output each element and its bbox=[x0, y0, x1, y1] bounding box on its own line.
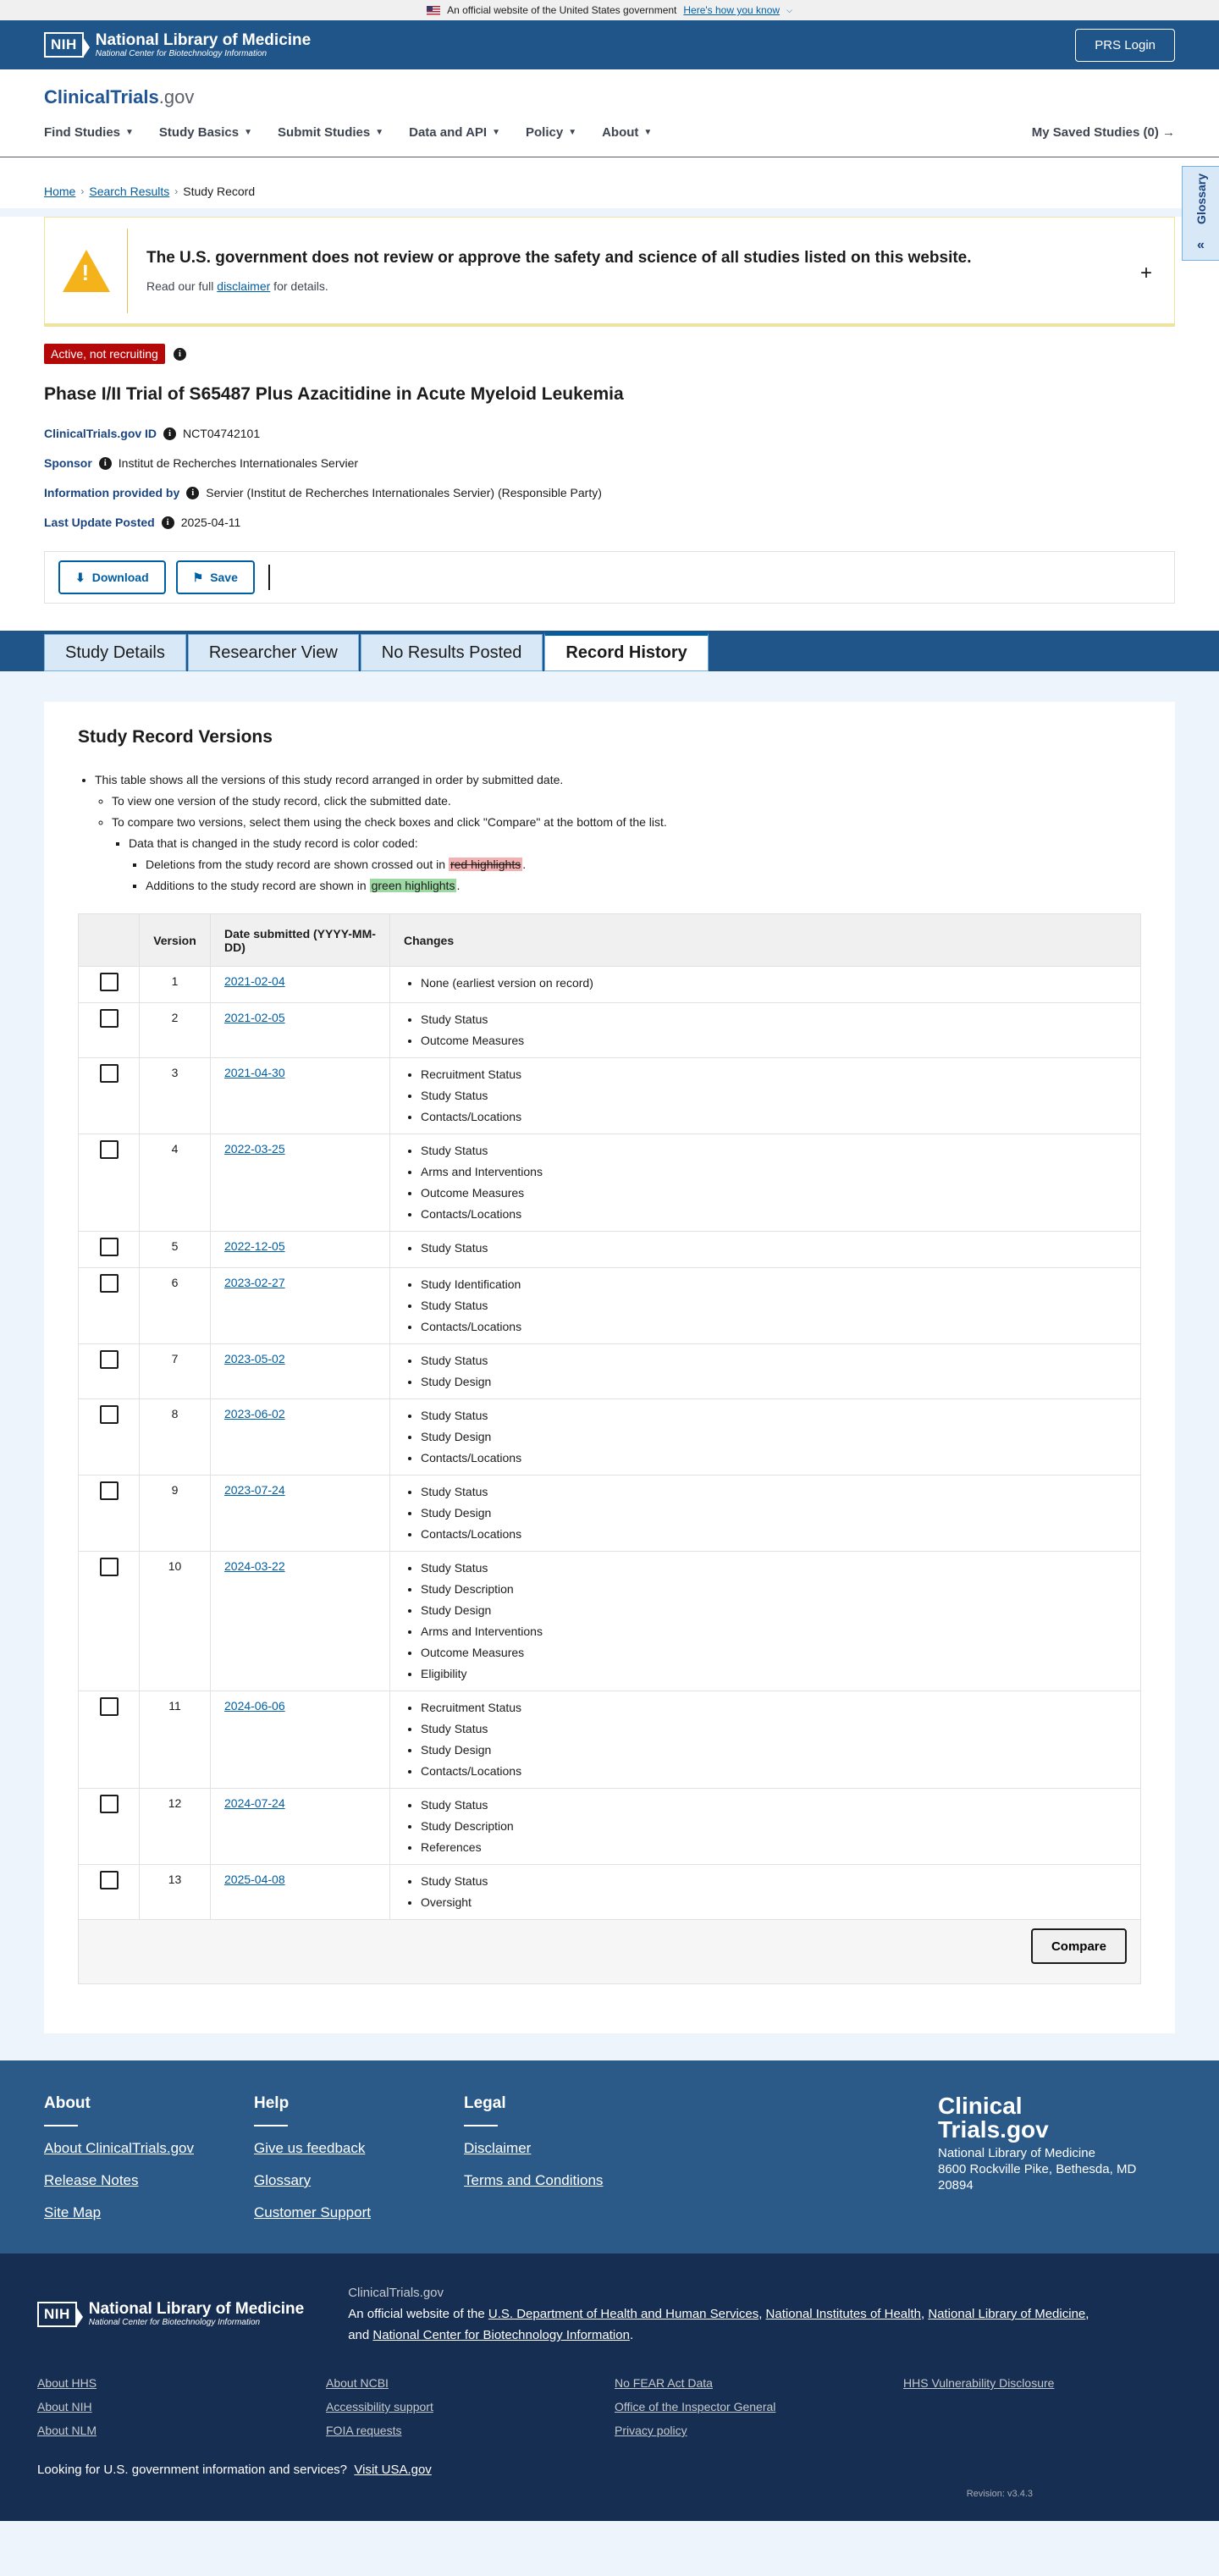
nlm-logo[interactable] bbox=[44, 32, 311, 58]
col-version: Version bbox=[140, 914, 211, 967]
nav-study-basics[interactable] bbox=[159, 125, 252, 140]
deletions-text: Deletions from the study record are shown crossed out in bbox=[146, 858, 449, 871]
nav-find-studies[interactable] bbox=[44, 125, 134, 140]
breadcrumb-current: Study Record bbox=[183, 185, 256, 198]
nih-link[interactable]: National Institutes of Health bbox=[765, 2307, 921, 2321]
change-item: • Recruitment Status bbox=[421, 1697, 1127, 1718]
change-item: • Contacts/Locations bbox=[421, 1524, 1127, 1545]
brand-line2: Trials.gov bbox=[938, 2116, 1049, 2143]
nlm-name: National Library of Medicine bbox=[95, 30, 312, 49]
change-item: • None (earliest version on record) bbox=[421, 973, 1127, 994]
change-item: • Study Status bbox=[421, 1238, 1127, 1259]
footer-link[interactable]: Site Map bbox=[44, 2204, 102, 2220]
version-number: 3 bbox=[140, 1058, 211, 1134]
select-cell bbox=[79, 1399, 140, 1476]
select-cell bbox=[79, 967, 140, 1003]
date-cell bbox=[211, 967, 390, 1003]
updated-label: Last Update Posted bbox=[44, 516, 155, 529]
version-checkbox[interactable] bbox=[100, 1558, 119, 1576]
change-item: • Study Description bbox=[421, 1579, 1127, 1600]
select-cell bbox=[79, 1268, 140, 1344]
table-row bbox=[79, 1865, 1141, 1920]
changes-cell bbox=[390, 1134, 1141, 1232]
footer-nlm-logo[interactable] bbox=[37, 2282, 304, 2346]
ct-header bbox=[0, 69, 1219, 157]
change-item: • Study Identification bbox=[421, 1274, 1127, 1295]
date-cell bbox=[211, 1232, 390, 1268]
version-checkbox[interactable] bbox=[100, 1064, 119, 1083]
versions-heading: Study Record Versions bbox=[78, 727, 273, 747]
nav-label: Find Studies bbox=[44, 125, 120, 140]
change-item: • Contacts/Locations bbox=[421, 1761, 1127, 1782]
select-cell bbox=[79, 1344, 140, 1399]
logo-gov: .gov bbox=[158, 86, 195, 108]
hhs-link[interactable]: U.S. Department of Health and Human Services bbox=[488, 2307, 759, 2321]
changes-cell bbox=[390, 1552, 1141, 1691]
version-checkbox[interactable] bbox=[100, 1795, 119, 1813]
select-cell bbox=[79, 1134, 140, 1232]
breadcrumb-home[interactable]: Home bbox=[44, 185, 76, 198]
version-checkbox[interactable] bbox=[100, 1697, 119, 1716]
info-icon[interactable]: i bbox=[163, 427, 176, 440]
version-checkbox[interactable] bbox=[100, 973, 119, 991]
nav-data-api[interactable] bbox=[409, 125, 500, 140]
col-changes: Changes bbox=[390, 914, 1141, 967]
change-item: • Study Status bbox=[421, 1405, 1127, 1426]
info-icon[interactable]: i bbox=[162, 516, 174, 529]
nlm-link[interactable]: National Library of Medicine bbox=[928, 2307, 1086, 2321]
change-item: • Study Status bbox=[421, 1295, 1127, 1316]
footer-link[interactable]: Give us feedback bbox=[254, 2140, 366, 2156]
chevron-down-icon: ▼ bbox=[244, 128, 253, 137]
study-header bbox=[0, 217, 1219, 631]
instruction-item-additions: ▪ Additions to the study record are shown in green highlights . bbox=[146, 875, 1141, 896]
change-item: • Outcome Measures bbox=[421, 1030, 1127, 1051]
cursor-divider bbox=[268, 565, 270, 590]
version-number: 7 bbox=[140, 1344, 211, 1399]
version-date-link[interactable]: 2022-12-05 bbox=[224, 1239, 285, 1253]
nlm-footer bbox=[0, 2253, 1219, 2521]
footer-link[interactable]: Glossary bbox=[254, 2172, 312, 2188]
heres-how-you-know-link[interactable]: Here's how you know bbox=[683, 4, 780, 16]
change-item: • Outcome Measures bbox=[421, 1183, 1127, 1204]
version-number: 12 bbox=[140, 1789, 211, 1865]
nih-badge: NIH bbox=[37, 2302, 77, 2327]
instruction-item: ◦ To view one version of the study record, click the submitted date. bbox=[112, 791, 1141, 812]
info-icon[interactable]: i bbox=[99, 457, 112, 470]
chevron-down-icon: ▼ bbox=[125, 128, 134, 137]
glossary-tab[interactable] bbox=[1182, 166, 1219, 261]
instruction-item: • This table shows all the versions of this study record arranged in order by submitted date. bbox=[95, 769, 1141, 791]
chevron-down-icon: ▼ bbox=[492, 128, 500, 137]
tab-record-history[interactable]: Record History bbox=[544, 632, 708, 671]
nav-label: Policy bbox=[526, 125, 564, 140]
change-item: • Outcome Measures bbox=[421, 1642, 1127, 1663]
versions-instructions bbox=[78, 769, 1141, 896]
change-item: • References bbox=[421, 1837, 1127, 1858]
record-history-content bbox=[0, 671, 1219, 2060]
table-row bbox=[79, 1789, 1141, 1865]
versions-table bbox=[78, 913, 1141, 1984]
select-cell bbox=[79, 1552, 140, 1691]
download-label: Download bbox=[91, 571, 149, 584]
change-item: • Study Status bbox=[421, 1871, 1127, 1892]
col-date: Date submitted (YYYY-MM-DD) bbox=[211, 914, 390, 967]
select-cell bbox=[79, 1058, 140, 1134]
table-row bbox=[79, 1344, 1141, 1399]
chevron-down-icon: ▼ bbox=[643, 128, 653, 137]
version-checkbox[interactable] bbox=[100, 1405, 119, 1424]
version-checkbox[interactable] bbox=[100, 1481, 119, 1500]
glossary-label: Glossary bbox=[1194, 174, 1208, 224]
nav-policy[interactable] bbox=[526, 125, 576, 140]
instruction-item-deletions: ▪ Deletions from the study record are shown crossed out in red highlights . bbox=[146, 854, 1141, 875]
changes-cell bbox=[390, 1399, 1141, 1476]
official-pre: An official website of the bbox=[348, 2307, 488, 2321]
chevron-right-icon: › bbox=[174, 185, 179, 197]
version-number: 1 bbox=[140, 967, 211, 1003]
change-item: • Study Design bbox=[421, 1600, 1127, 1621]
provided-label: Information provided by bbox=[44, 486, 180, 499]
chevron-down-icon: ▼ bbox=[568, 128, 577, 137]
disclaimer-alert bbox=[44, 217, 1175, 327]
footer-gov-link[interactable]: HHS Vulnerability Disclosure bbox=[903, 2376, 1055, 2390]
date-cell bbox=[211, 1344, 390, 1399]
select-cell bbox=[79, 1691, 140, 1789]
footer-gov-link[interactable]: About HHS bbox=[37, 2376, 97, 2390]
updated-value: 2025-04-11 bbox=[180, 516, 241, 529]
footer-link[interactable]: Disclaimer bbox=[464, 2140, 532, 2156]
footer-link[interactable]: Release Notes bbox=[44, 2172, 139, 2188]
select-cell bbox=[79, 1789, 140, 1865]
usa-pre: Looking for U.S. government information and services? bbox=[37, 2463, 348, 2477]
footer-addr1: National Library of Medicine bbox=[938, 2146, 1095, 2160]
disclaimer-link[interactable]: disclaimer bbox=[217, 279, 271, 293]
footer-gov-link[interactable]: Privacy policy bbox=[615, 2424, 687, 2437]
us-flag-icon bbox=[427, 6, 440, 15]
change-item: • Contacts/Locations bbox=[421, 1316, 1127, 1338]
gov-banner-text: An official website of the United States government bbox=[447, 4, 677, 16]
tab-researcher-view[interactable]: Researcher View bbox=[188, 634, 359, 671]
main-nav bbox=[44, 125, 1175, 140]
usa-gov-link[interactable]: Visit USA.gov bbox=[354, 2463, 432, 2477]
date-cell bbox=[211, 1003, 390, 1058]
status-badge: Active, not recruiting bbox=[44, 344, 165, 364]
changes-cell bbox=[390, 1003, 1141, 1058]
footer-gov-link[interactable]: Accessibility support bbox=[326, 2400, 433, 2413]
version-checkbox[interactable] bbox=[100, 1871, 119, 1889]
ncbi-name: National Center for Biotechnology Information bbox=[88, 2318, 261, 2327]
footer-gov-link[interactable]: Office of the Inspector General bbox=[615, 2400, 776, 2413]
version-number: 10 bbox=[140, 1552, 211, 1691]
info-icon[interactable]: i bbox=[174, 348, 186, 361]
breadcrumb-search-results[interactable]: Search Results bbox=[89, 185, 170, 198]
change-item: • Arms and Interventions bbox=[421, 1621, 1127, 1642]
footer-legal-heading: Legal bbox=[464, 2094, 506, 2112]
provided-value: Servier (Institut de Recherches Internationales Servier) (Responsible Party) bbox=[206, 486, 602, 499]
version-number: 2 bbox=[140, 1003, 211, 1058]
ncbi-name: National Center for Biotechnology Information bbox=[95, 48, 268, 58]
footer-link[interactable]: Customer Support bbox=[254, 2204, 371, 2220]
nav-label: Data and API bbox=[409, 125, 488, 140]
table-row bbox=[79, 1058, 1141, 1134]
meta-id bbox=[44, 427, 1175, 440]
nih-badge: NIH bbox=[44, 32, 84, 58]
table-row bbox=[79, 1003, 1141, 1058]
study-tabs bbox=[0, 631, 1219, 671]
select-cell bbox=[79, 1476, 140, 1552]
footer-about-heading: About bbox=[44, 2094, 91, 2112]
change-item: • Eligibility bbox=[421, 1663, 1127, 1685]
meta-updated bbox=[44, 516, 1175, 529]
disclaimer-title: The U.S. government does not review or approve the safety and science of all studies listed on this website. bbox=[146, 248, 972, 267]
version-date-link[interactable]: 2022-03-25 bbox=[224, 1142, 285, 1156]
f2-ct: ClinicalTrials.gov bbox=[348, 2286, 444, 2300]
table-row bbox=[79, 1691, 1141, 1789]
study-actions bbox=[44, 551, 1175, 604]
and-text: and bbox=[348, 2328, 373, 2342]
version-date-link[interactable]: 2023-05-02 bbox=[224, 1352, 285, 1365]
date-cell bbox=[211, 1134, 390, 1232]
version-checkbox[interactable] bbox=[100, 1274, 119, 1293]
download-button[interactable] bbox=[58, 560, 166, 594]
bookmark-icon: ⚑ bbox=[192, 570, 204, 584]
footer-gov-link[interactable]: About NCBI bbox=[326, 2376, 389, 2390]
tab-study-details[interactable]: Study Details bbox=[44, 634, 186, 671]
change-item: • Study Status bbox=[421, 1481, 1127, 1503]
changes-cell bbox=[390, 1268, 1141, 1344]
my-saved-studies-link[interactable] bbox=[1032, 125, 1175, 140]
nav-about[interactable] bbox=[602, 125, 652, 140]
footer-help bbox=[254, 2094, 464, 2225]
footer-gov-link[interactable]: About NIH bbox=[37, 2400, 92, 2413]
select-cell bbox=[79, 1865, 140, 1920]
green-highlight-sample: green highlights bbox=[371, 879, 455, 892]
change-item: • Study Status bbox=[421, 1718, 1127, 1740]
footer-gov-link[interactable]: About NLM bbox=[37, 2424, 97, 2437]
version-date-link[interactable]: 2024-03-22 bbox=[224, 1559, 285, 1573]
table-row bbox=[79, 1268, 1141, 1344]
version-date-link[interactable]: 2023-06-02 bbox=[224, 1407, 285, 1420]
date-cell bbox=[211, 1865, 390, 1920]
version-number: 6 bbox=[140, 1268, 211, 1344]
tab-no-results-posted[interactable]: No Results Posted bbox=[361, 634, 543, 671]
meta-sponsor bbox=[44, 456, 1175, 470]
version-number: 4 bbox=[140, 1134, 211, 1232]
nav-submit-studies[interactable] bbox=[278, 125, 383, 140]
version-date-link[interactable]: 2024-06-06 bbox=[224, 1699, 285, 1713]
version-date-link[interactable]: 2024-07-24 bbox=[224, 1796, 285, 1810]
change-item: • Study Status bbox=[421, 1085, 1127, 1106]
version-date-link[interactable]: 2023-07-24 bbox=[224, 1483, 285, 1497]
footer-gov-link[interactable]: FOIA requests bbox=[326, 2424, 402, 2437]
change-item: • Study Design bbox=[421, 1503, 1127, 1524]
nih-header bbox=[0, 20, 1219, 69]
download-icon: ⬇ bbox=[75, 570, 85, 584]
change-item: • Study Status bbox=[421, 1558, 1127, 1579]
red-highlight-sample: red highlights bbox=[450, 858, 521, 871]
version-checkbox[interactable] bbox=[100, 1009, 119, 1028]
footer-gov-link[interactable]: No FEAR Act Data bbox=[615, 2376, 713, 2390]
change-item: • Study Status bbox=[421, 1350, 1127, 1371]
changes-cell bbox=[390, 1232, 1141, 1268]
usa-gov-row bbox=[37, 2463, 1182, 2477]
table-row bbox=[79, 1134, 1141, 1232]
id-label: ClinicalTrials.gov ID bbox=[44, 427, 157, 440]
select-cell bbox=[79, 1003, 140, 1058]
footer-legal bbox=[464, 2094, 674, 2225]
warning-icon: ! bbox=[45, 229, 128, 313]
footer-about bbox=[44, 2094, 254, 2225]
saved-label: My Saved Studies (0) bbox=[1031, 125, 1159, 140]
version-checkbox[interactable] bbox=[100, 1350, 119, 1369]
breadcrumb bbox=[0, 157, 1219, 208]
instruction-item: ▪ Data that is changed in the study record is color coded: bbox=[129, 833, 1141, 854]
table-row bbox=[79, 1552, 1141, 1691]
change-item: • Arms and Interventions bbox=[421, 1161, 1127, 1183]
study-title: Phase I/II Trial of S65487 Plus Azacitidine in Acute Myeloid Leukemia bbox=[44, 384, 624, 404]
change-item: • Contacts/Locations bbox=[421, 1106, 1127, 1128]
save-button[interactable] bbox=[176, 560, 255, 594]
footer-gov-links bbox=[37, 2376, 1182, 2437]
expand-plus-icon[interactable]: + bbox=[1139, 262, 1152, 284]
changes-cell bbox=[390, 1476, 1141, 1552]
date-cell bbox=[211, 1476, 390, 1552]
prs-login-button[interactable]: PRS Login bbox=[1075, 29, 1175, 62]
date-cell bbox=[211, 1789, 390, 1865]
footer-link[interactable]: Terms and Conditions bbox=[464, 2172, 604, 2188]
save-label: Save bbox=[210, 571, 238, 584]
col-select bbox=[79, 914, 140, 967]
revision-text: Revision: v3.4.3 bbox=[966, 2489, 1033, 2499]
changes-cell bbox=[390, 1058, 1141, 1134]
change-item: • Oversight bbox=[421, 1892, 1127, 1913]
versions-card bbox=[44, 702, 1175, 2033]
footer-addr2: 8600 Rockville Pike, Bethesda, MD 20894 bbox=[938, 2162, 1137, 2193]
date-cell bbox=[211, 1268, 390, 1344]
change-item: • Study Description bbox=[421, 1816, 1127, 1837]
version-date-link[interactable]: 2025-04-08 bbox=[224, 1873, 285, 1886]
change-item: • Recruitment Status bbox=[421, 1064, 1127, 1085]
chevron-down-icon: ⌵ bbox=[786, 5, 792, 14]
version-number: 5 bbox=[140, 1232, 211, 1268]
nlm-name: National Library of Medicine bbox=[88, 2300, 305, 2318]
version-number: 9 bbox=[140, 1476, 211, 1552]
date-cell bbox=[211, 1399, 390, 1476]
ncbi-link[interactable]: National Center for Biotechnology Information bbox=[372, 2328, 630, 2342]
disclaimer-post: for details. bbox=[270, 279, 328, 293]
footer-ctgov-logo[interactable] bbox=[938, 2094, 1175, 2142]
arrow-right-icon: → bbox=[1162, 125, 1175, 140]
version-date-link[interactable]: 2023-02-27 bbox=[224, 1276, 285, 1289]
date-cell bbox=[211, 1552, 390, 1691]
select-cell bbox=[79, 1232, 140, 1268]
official-statement: ClinicalTrials.gov An official website of the U.S. Department of Health and Human Services, National Institutes of Health, National Library of Medicine, and National Center for Biotechnology Information. bbox=[348, 2282, 1089, 2346]
disclaimer-text bbox=[146, 279, 972, 293]
change-item: • Contacts/Locations bbox=[421, 1204, 1127, 1225]
additions-text: Additions to the study record are shown in bbox=[146, 879, 370, 892]
change-item: • Study Design bbox=[421, 1371, 1127, 1393]
double-chevron-left-icon: « bbox=[1197, 238, 1205, 252]
disclaimer-pre: Read our full bbox=[146, 279, 218, 293]
footer-help-heading: Help bbox=[254, 2094, 290, 2112]
compare-button[interactable]: Compare bbox=[1031, 1928, 1127, 1964]
gov-banner bbox=[0, 0, 1219, 20]
logo-main: ClinicalTrials bbox=[44, 86, 159, 108]
version-number: 13 bbox=[140, 1865, 211, 1920]
changes-cell bbox=[390, 1691, 1141, 1789]
change-item: • Study Status bbox=[421, 1009, 1127, 1030]
info-icon[interactable]: i bbox=[186, 487, 199, 499]
version-date-link[interactable]: 2021-02-05 bbox=[224, 1011, 285, 1024]
changes-cell bbox=[390, 1865, 1141, 1920]
chevron-right-icon: › bbox=[80, 185, 85, 197]
table-row bbox=[79, 1476, 1141, 1552]
sponsor-value: Institut de Recherches Internationales Servier bbox=[118, 456, 359, 470]
version-date-link[interactable]: 2021-02-04 bbox=[224, 974, 285, 988]
compare-row bbox=[79, 1920, 1141, 1984]
brand-line1: Clinical bbox=[938, 2093, 1023, 2119]
footer-brand bbox=[938, 2094, 1175, 2225]
date-cell bbox=[211, 1691, 390, 1789]
version-checkbox[interactable] bbox=[100, 1238, 119, 1256]
ctgov-logo[interactable] bbox=[44, 86, 1175, 108]
change-item: • Study Status bbox=[421, 1795, 1127, 1816]
changes-cell bbox=[390, 1789, 1141, 1865]
chevron-down-icon: ▼ bbox=[375, 128, 384, 137]
nav-label: Study Basics bbox=[158, 125, 240, 140]
sponsor-label: Sponsor bbox=[44, 456, 92, 470]
instruction-item: ◦ To compare two versions, select them using the check boxes and click "Compare" at the bottom of the list. bbox=[112, 812, 1141, 833]
version-number: 8 bbox=[140, 1399, 211, 1476]
date-cell bbox=[211, 1058, 390, 1134]
site-footer bbox=[0, 2060, 1219, 2253]
change-item: • Study Design bbox=[421, 1740, 1127, 1761]
change-item: • Study Design bbox=[421, 1426, 1127, 1448]
change-item: • Study Status bbox=[421, 1140, 1127, 1161]
version-date-link[interactable]: 2021-04-30 bbox=[224, 1066, 285, 1079]
table-row bbox=[79, 967, 1141, 1003]
nav-label: Submit Studies bbox=[278, 125, 371, 140]
change-item: • Contacts/Locations bbox=[421, 1448, 1127, 1469]
changes-cell bbox=[390, 967, 1141, 1003]
version-checkbox[interactable] bbox=[100, 1140, 119, 1159]
nav-label: About bbox=[602, 125, 639, 140]
table-row bbox=[79, 1232, 1141, 1268]
changes-cell bbox=[390, 1344, 1141, 1399]
table-row bbox=[79, 1399, 1141, 1476]
id-value: NCT04742101 bbox=[183, 427, 261, 440]
meta-provided bbox=[44, 486, 1175, 499]
version-number: 11 bbox=[140, 1691, 211, 1789]
footer-link[interactable]: About ClinicalTrials.gov bbox=[44, 2140, 194, 2156]
